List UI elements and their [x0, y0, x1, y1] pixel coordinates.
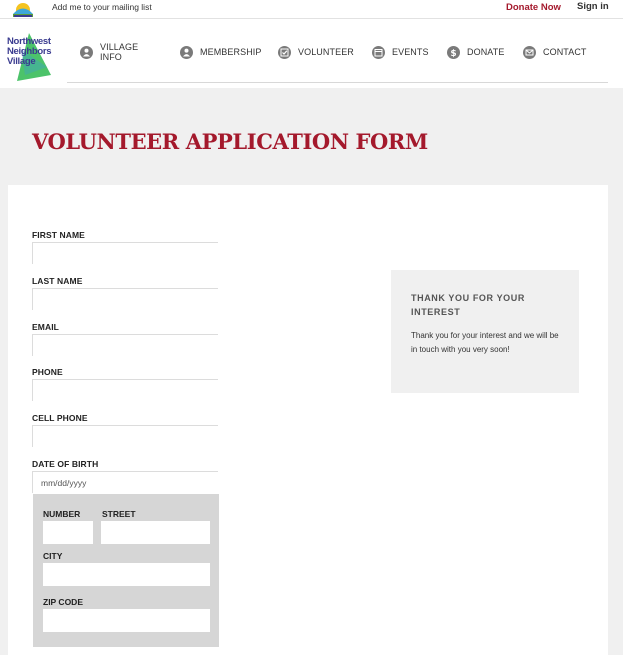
phone-label: PHONE	[32, 367, 63, 377]
address-group	[33, 494, 219, 647]
date-of-birth-label: DATE OF BIRTH	[32, 459, 99, 469]
first-name-label: FIRST NAME	[32, 230, 85, 240]
date-of-birth-input[interactable]	[32, 471, 218, 493]
calendar-icon	[372, 46, 385, 59]
mailing-list-link[interactable]: Add me to your mailing list	[52, 2, 152, 12]
zip-code-label: ZIP CODE	[43, 597, 83, 607]
zip-code-input[interactable]	[43, 609, 210, 632]
street-label: STREET	[102, 509, 136, 519]
first-name-input[interactable]	[32, 242, 218, 264]
last-name-label: LAST NAME	[32, 276, 83, 286]
svg-text:$: $	[450, 48, 457, 59]
email-input[interactable]	[32, 334, 218, 356]
donate-now-link[interactable]: Donate Now	[506, 2, 561, 13]
top-utility-bar	[0, 0, 623, 19]
city-input[interactable]	[43, 563, 210, 586]
nav-item-volunteer[interactable]	[278, 44, 354, 60]
nav-label: EVENTS	[392, 47, 429, 57]
logo-text-line: Northwest	[7, 36, 51, 47]
number-label: NUMBER	[43, 509, 81, 519]
check-icon	[278, 46, 291, 59]
last-name-input[interactable]	[32, 288, 218, 310]
site-logo[interactable]	[7, 31, 61, 81]
nav-label: VOLUNTEER	[298, 47, 354, 57]
dollar-icon	[447, 46, 460, 59]
thank-you-message: Thank you for your interest and we will be in touch with you very soon!	[411, 331, 559, 354]
mail-icon	[523, 46, 536, 59]
nav-divider	[67, 82, 608, 83]
mini-logo-icon[interactable]	[11, 1, 35, 18]
email-label: EMAIL	[32, 322, 59, 332]
person-icon	[180, 46, 193, 59]
city-label: CITY	[43, 551, 63, 561]
sign-in-link[interactable]: Sign in	[577, 1, 609, 12]
nav-item-events[interactable]	[372, 44, 429, 60]
thank-you-box	[391, 270, 579, 393]
nav-item-contact[interactable]	[523, 44, 587, 60]
date-of-birth-placeholder: mm/dd/yyyy	[41, 477, 87, 488]
number-input[interactable]	[43, 521, 93, 544]
thank-you-title: THANK YOU FOR YOUR INTEREST	[411, 293, 525, 317]
logo-text	[7, 37, 67, 67]
nav-label: MEMBERSHIP	[200, 47, 262, 57]
site-header	[0, 19, 623, 88]
nav-item-donate[interactable]	[447, 44, 504, 60]
phone-input[interactable]	[32, 379, 218, 401]
nav-item-membership[interactable]	[180, 44, 262, 60]
nav-item-village-info[interactable]	[80, 44, 138, 60]
logo-text-line: Village	[7, 56, 36, 67]
nav-label: VILLAGE INFO	[100, 42, 139, 62]
logo-text-line: Neighbors	[7, 46, 52, 57]
street-input[interactable]	[101, 521, 210, 544]
nav-label: CONTACT	[543, 47, 587, 57]
cell-phone-label: CELL PHONE	[32, 413, 88, 423]
cell-phone-input[interactable]	[32, 425, 218, 447]
nav-label: DONATE	[467, 47, 505, 57]
info-icon	[80, 46, 93, 59]
page-title: VOLUNTEER APPLICATION FORM	[32, 129, 428, 154]
